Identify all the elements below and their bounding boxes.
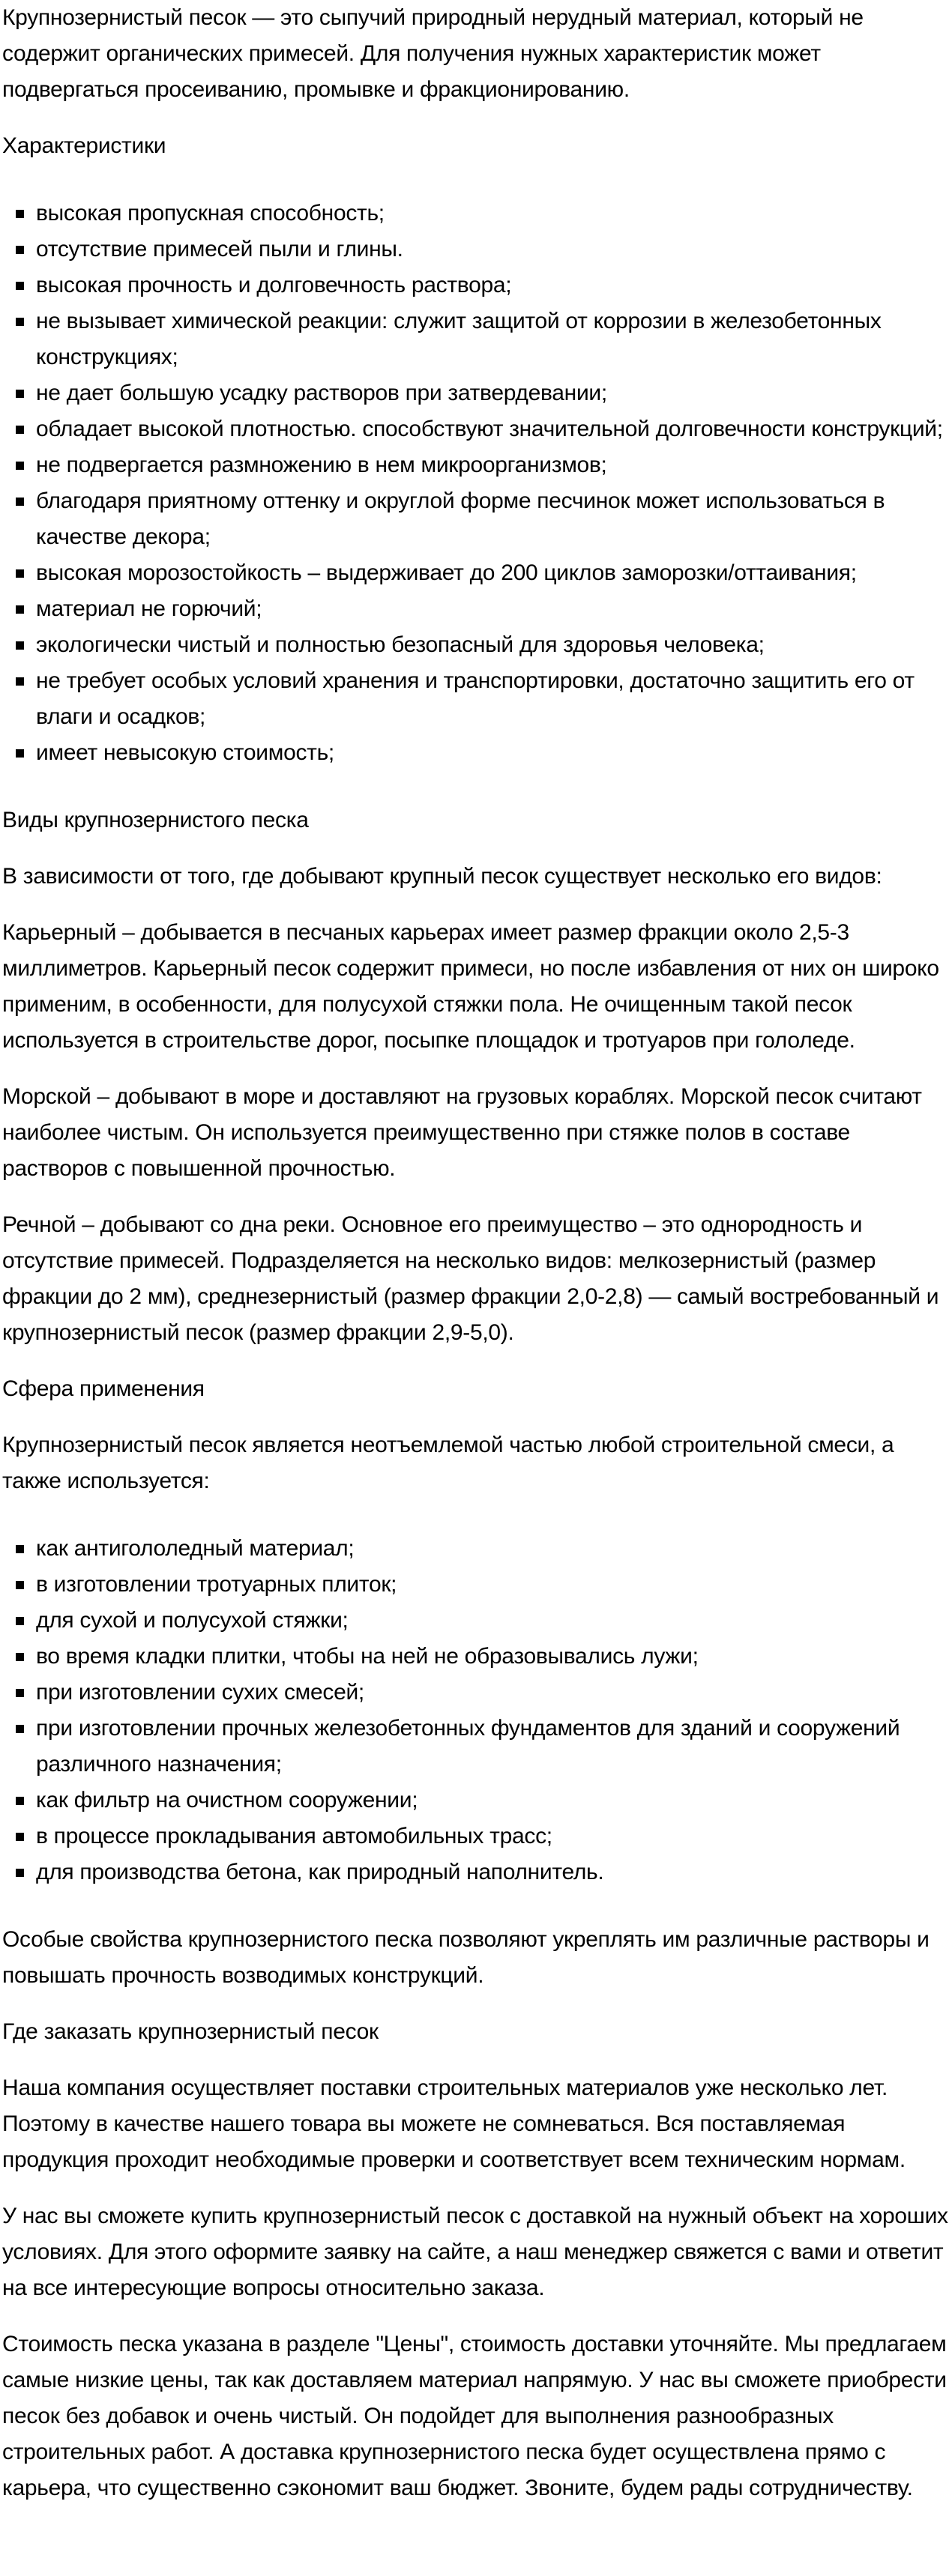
bullet-square-icon [16,677,24,686]
application-item-text: в изготовлении тротуарных плиток; [36,1572,397,1597]
application-item [2,1783,950,1818]
characteristic-item-text: отсутствие примесей пыли и глины. [36,237,403,261]
bullet-square-icon [16,462,24,470]
heading-where-to-order: Где заказать крупнозернистый песок [2,2019,379,2044]
bullet-square-icon [16,749,24,758]
characteristic-item [2,196,950,232]
paragraph-delivery: У нас вы сможете купить крупнозернистый песок с доставкой на нужный объект на хороших условиях. Для этого оформите заявку на сайте, а наш менеджер свяжется с вами и ответит на все интересующие вопросы относительно заказа. [2,2204,948,2300]
characteristic-item [2,735,950,771]
applications-list [2,1531,950,1890]
characteristic-item-text: имеет невысокую стоимость; [36,740,334,765]
bullet-square-icon [16,1653,24,1661]
application-item [2,1675,950,1711]
characteristic-item-text: не вызывает химической реакции: служит защитой от коррозии в железобетонных конструкциях; [36,309,882,369]
bullet-square-icon [16,390,24,398]
paragraph-company: Наша компания осуществляет поставки строительных материалов уже несколько лет. Поэтому в качестве нашего товара вы можете не сомневаться. Вся поставляемая продукция проходит необходимые проверки и соответствует всем техническим нормам. [2,2075,906,2172]
paragraph-special-properties: Особые свойства крупнозернистого песка позволяют укреплять им различные растворы и повышать прочность возводимых конструкций. [2,1927,930,1988]
characteristic-item [2,555,950,591]
characteristic-item [2,447,950,483]
application-item-text: в процессе прокладывания автомобильных трасс; [36,1824,552,1848]
application-item-text: для сухой и полусухой стяжки; [36,1608,349,1633]
application-item [2,1854,950,1890]
application-item-text: как антигололедный материал; [36,1536,355,1561]
characteristic-item-text: благодаря приятному оттенку и округлой форме песчинок может использоваться в качестве декора; [36,489,885,549]
bullet-square-icon [16,318,24,326]
bullet-square-icon [16,1797,24,1805]
characteristic-item-text: экологически чистый и полностью безопасный для здоровья человека; [36,632,765,657]
application-item [2,1639,950,1675]
application-item-text: при изготовлении сухих смесей; [36,1680,364,1705]
characteristic-item-text: не подвергается размножению в нем микроорганизмов; [36,453,607,477]
characteristic-item [2,411,950,447]
paragraph-applications-intro: Крупнозернистый песок является неотъемлемой частью любой строительной смеси, а также используется: [2,1433,894,1493]
characteristic-item [2,303,950,375]
bullet-square-icon [16,1869,24,1877]
application-item-text: во время кладки плитки, чтобы на ней не образовывались лужи; [36,1644,699,1669]
heading-sand-types: Виды крупнозернистого песка [2,808,309,832]
bullet-square-icon [16,569,24,578]
characteristic-item-text: материал не горючий; [36,596,262,621]
paragraph-types-intro: В зависимости от того, где добывают крупный песок существует несколько его видов: [2,864,882,889]
application-item-text: при изготовлении прочных железобетонных фундаментов для зданий и сооружений различного назначения; [36,1716,900,1777]
bullet-square-icon [16,605,24,614]
application-item [2,1818,950,1854]
intro-paragraph: Крупнозернистый песок — это сыпучий природный нерудный материал, который не содержит органических примесей. Для получения нужных характеристик может подвергаться просеиванию, промывке и фракционированию. [2,5,864,102]
bullet-square-icon [16,1617,24,1625]
characteristics-list [2,196,950,771]
bullet-square-icon [16,282,24,290]
bullet-square-icon [16,246,24,254]
bullet-square-icon [16,498,24,506]
characteristic-item-text: обладает высокой плотностью. способствуют значительной долговечности конструкций; [36,417,943,441]
bullet-square-icon [16,1545,24,1553]
heading-applications: Сфера применения [2,1376,205,1401]
application-item [2,1603,950,1639]
application-item-text: как фильтр на очистном сооружении; [36,1788,418,1812]
application-item [2,1567,950,1603]
characteristic-item [2,267,950,303]
characteristic-item-text: не требует особых условий хранения и транспортировки, достаточно защитить его от влаги и осадков; [36,668,915,729]
bullet-square-icon [16,210,24,218]
bullet-square-icon [16,641,24,650]
bullet-square-icon [16,1689,24,1697]
characteristic-item [2,232,950,267]
application-item [2,1711,950,1783]
bullet-square-icon [16,1725,24,1733]
characteristic-item-text: высокая пропускная способность; [36,201,385,226]
paragraph-river-sand: Речной – добывают со дна реки. Основное его преимущество – это однородность и отсутствие примесей. Подразделяется на несколько видов: мелкозернистый (размер фракции до 2 мм), среднезернистый (размер фракции 2,0-2,8) — самый востребованный и крупнозернистый песок (размер фракции 2,9-5,0). [2,1212,939,1345]
bullet-square-icon [16,1581,24,1589]
paragraph-quarry-sand: Карьерный – добывается в песчаных карьерах имеет размер фракции около 2,5-3 миллиметров. Карьерный песок содержит примеси, но после избавления от них он широко применим, в особенности, для полусухой стяжки пола. Не очищенным такой песок используется в строительстве дорог, посыпке площадок и тротуаров при гололеде. [2,920,939,1053]
heading-characteristics: Характеристики [2,133,166,158]
characteristic-item [2,663,950,735]
application-item [2,1531,950,1567]
paragraph-sea-sand: Морской – добывают в море и доставляют на грузовых кораблях. Морской песок считают наиболее чистым. Он используется преимущественно при стяжке полов в составе растворов с повышенной прочностью. [2,1084,922,1181]
characteristic-item-text: высокая прочность и долговечность раствора; [36,273,512,297]
characteristic-item [2,627,950,663]
bullet-square-icon [16,426,24,434]
bullet-square-icon [16,1833,24,1841]
characteristic-item [2,591,950,627]
application-item-text: для производства бетона, как природный наполнитель. [36,1860,604,1884]
characteristic-item-text: не дает большую усадку растворов при затвердевании; [36,381,607,405]
characteristic-item [2,375,950,411]
characteristic-item-text: высокая морозостойкость – выдерживает до 200 циклов заморозки/оттаивания; [36,560,857,585]
paragraph-pricing: Стоимость песка указана в разделе "Цены", стоимость доставки уточняйте. Мы предлагаем самые низкие цены, так как доставляем материал напрямую. У нас вы сможете приобрести песок без добавок и очень чистый. Он подойдет для выполнения разнообразных строительных работ. А доставка крупнозернистого песка будет осуществлена прямо с карьера, что существенно сэкономит ваш бюджет. Звоните, будем рады сотрудничеству. [2,2332,947,2500]
characteristic-item [2,483,950,555]
